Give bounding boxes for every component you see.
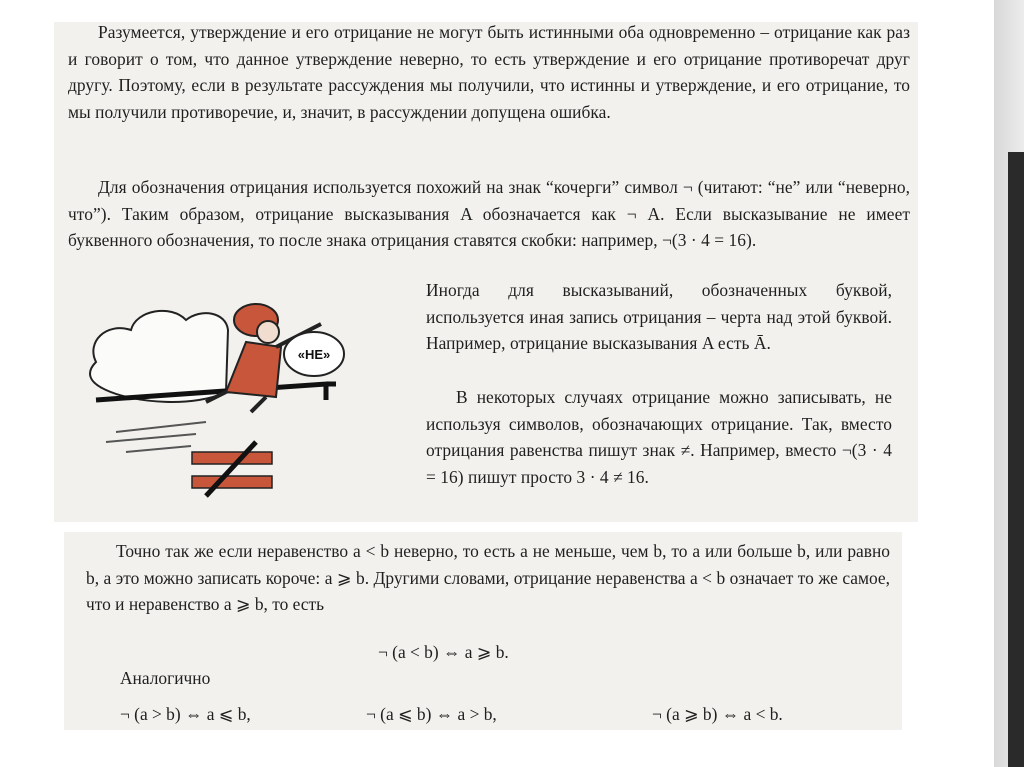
textbook-scan-top — [54, 22, 918, 522]
formula-greater: ¬ (a > b) ⇔ a ⩽ b, — [120, 704, 251, 724]
cloud-shape — [90, 311, 228, 402]
slide-edge-bar — [1008, 152, 1024, 767]
paragraph-negation-symbol: Для обозначения отрицания используется похожий на знак “кочерги” символ ¬ (читают: “не” или “неверно, что”). Таким образом, отрицание высказывания A обозначается как ¬ A. Если высказывание не имеет буквенного обозначения, то после знака отрицания ставятся скобки: например, ¬(3 · 4 = 16). — [68, 177, 910, 250]
paragraph-inequality-negation: Точно так же если неравенство a < b неверно, то есть a не меньше, чем b, то a или больше b, или равно b, а это можно записать короче: a ⩾ b. Другими словами, отрицание неравенства a < b означает то же самое, что и неравенство a ⩾ b, то есть — [86, 541, 890, 614]
negation-cartoon-illustration — [76, 282, 368, 500]
textbook-scan-bottom — [64, 532, 902, 730]
not-equal-sign — [192, 442, 272, 496]
paragraph-not-equal: В некоторых случаях отрицание можно записывать, не используя символов, обозначающих отрицание. Так, вместо отрицания равенства пишут знак ≠. Например, вместо ¬(3 · 4 = 16) пишут просто 3 · 4 ≠ 16. — [426, 387, 892, 487]
paragraph-contradiction: Разумеется, утверждение и его отрицание не могут быть истинными оба одновременно – отрицание как раз и говорит о том, что данное утверждение неверно, то есть утверждение и его отрицание противоречат друг другу. Поэтому, если в результате рассуждения мы получили, что истинны и утверждение, и его отрицание, то мы получили противоречие, и, значит, в рассуждении допущена ошибка. — [68, 22, 910, 122]
formula-main: ¬ (a < b) ⇔ a ⩾ b. — [378, 642, 509, 662]
motion-lines — [106, 422, 206, 452]
formula-less-equal: ¬ (a ⩽ b) ⇔ a > b, — [366, 704, 497, 724]
speech-bubble-text: «НЕ» — [297, 347, 331, 362]
formula-greater-equal: ¬ (a ⩾ b) ⇔ a < b. — [652, 704, 783, 724]
paragraph-overline-notation: Иногда для высказываний, обозначенных буквой, используется иная запись отрицания – черта над этой буквой. Например, отрицание высказывания A есть Ā. — [426, 280, 892, 353]
analog-label: Аналогично — [120, 668, 211, 688]
